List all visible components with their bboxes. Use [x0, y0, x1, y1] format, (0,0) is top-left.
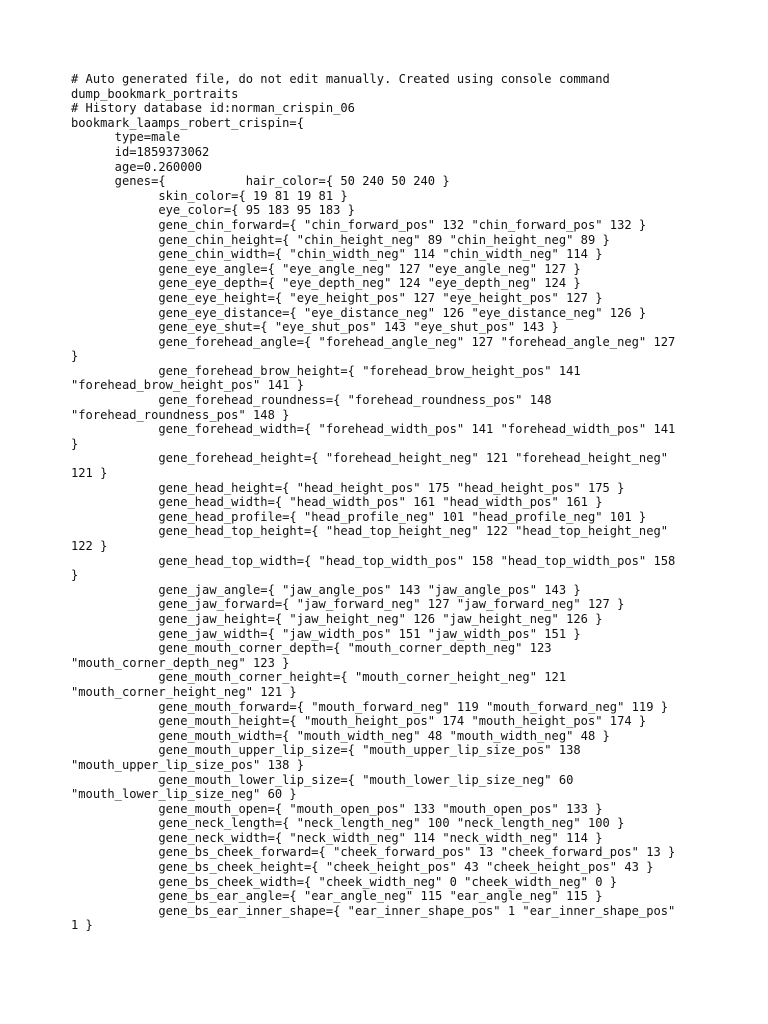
- text-line: gene_forehead_angle={ "forehead_angle_neg" 127 "forehead_angle_neg" 127: [71, 334, 676, 349]
- text-line: gene_jaw_width={ "jaw_width_pos" 151 "jaw_width_pos" 151 }: [71, 626, 581, 641]
- text-line: gene_bs_ear_angle={ "ear_angle_neg" 115 "ear_angle_neg" 115 }: [71, 889, 603, 904]
- text-line: gene_bs_cheek_width={ "cheek_width_neg" 0 "cheek_width_neg" 0 }: [71, 874, 618, 889]
- text-line: dump_bookmark_portraits: [71, 86, 239, 101]
- text-line: }: [71, 436, 79, 451]
- text-line: gene_eye_shut={ "eye_shut_pos" 143 "eye_shut_pos" 143 }: [71, 320, 559, 335]
- text-line: gene_bs_cheek_forward={ "cheek_forward_pos" 13 "cheek_forward_pos" 13 }: [71, 845, 676, 860]
- text-line: gene_chin_forward={ "chin_forward_pos" 132 "chin_forward_pos" 132 }: [71, 217, 647, 232]
- text-line: gene_head_top_height={ "head_top_height_neg" 122 "head_top_height_neg": [71, 524, 669, 539]
- text-line: gene_bs_ear_inner_shape={ "ear_inner_shape_pos" 1 "ear_inner_shape_pos": [71, 903, 676, 918]
- text-line: gene_forehead_height={ "forehead_height_neg" 121 "forehead_height_neg": [71, 451, 669, 466]
- text-line: gene_mouth_corner_height={ "mouth_corner_height_neg" 121: [71, 670, 567, 685]
- document-body: [71, 72, 711, 933]
- text-line: skin_color={ 19 81 19 81 }: [71, 188, 348, 203]
- text-line: # History database id:norman_crispin_06: [71, 101, 355, 116]
- text-line: gene_eye_height={ "eye_height_pos" 127 "eye_height_pos" 127 }: [71, 290, 603, 305]
- text-line: 122 }: [71, 539, 108, 553]
- text-line: gene_forehead_width={ "forehead_width_pos" 141 "forehead_width_pos" 141: [71, 422, 676, 437]
- text-line: gene_head_top_width={ "head_top_width_pos" 158 "head_top_width_pos" 158: [71, 553, 676, 568]
- text-line: genes={ hair_color={ 50 240 50 240 }: [71, 174, 450, 189]
- text-line: }: [71, 568, 79, 583]
- text-line: }: [71, 349, 79, 364]
- text-line: id=1859373062: [71, 144, 210, 159]
- text-line: gene_mouth_forward={ "mouth_forward_neg" 119 "mouth_forward_neg" 119 }: [71, 699, 669, 714]
- text-line: gene_bs_cheek_height={ "cheek_height_pos" 43 "cheek_height_pos" 43 }: [71, 860, 654, 875]
- text-line: gene_jaw_height={ "jaw_height_neg" 126 "jaw_height_neg" 126 }: [71, 611, 603, 626]
- text-line: "mouth_corner_height_neg" 121 }: [71, 684, 297, 699]
- text-line: gene_mouth_upper_lip_size={ "mouth_upper_lip_size_pos" 138: [71, 743, 581, 758]
- text-line: gene_neck_width={ "neck_width_neg" 114 "neck_width_neg" 114 }: [71, 830, 603, 845]
- text-line: gene_eye_depth={ "eye_depth_neg" 124 "eye_depth_neg" 124 }: [71, 276, 581, 291]
- text-line: bookmark_laamps_robert_crispin={: [71, 115, 304, 130]
- text-line: # Auto generated file, do not edit manually. Created using console command: [71, 72, 610, 86]
- text-line: gene_eye_angle={ "eye_angle_neg" 127 "eye_angle_neg" 127 }: [71, 261, 581, 276]
- text-line: "forehead_roundness_pos" 148 }: [71, 407, 290, 422]
- text-line: age=0.260000: [71, 159, 203, 174]
- text-line: type=male: [71, 130, 181, 145]
- text-line: gene_head_height={ "head_height_pos" 175 "head_height_pos" 175 }: [71, 480, 625, 495]
- text-line: gene_mouth_open={ "mouth_open_pos" 133 "mouth_open_pos" 133 }: [71, 801, 603, 816]
- text-line: gene_mouth_height={ "mouth_height_pos" 174 "mouth_height_pos" 174 }: [71, 714, 647, 729]
- text-line: gene_mouth_corner_depth={ "mouth_corner_depth_neg" 123: [71, 641, 552, 656]
- text-line: "forehead_brow_height_pos" 141 }: [71, 378, 304, 393]
- text-line: gene_jaw_angle={ "jaw_angle_pos" 143 "jaw_angle_pos" 143 }: [71, 582, 581, 597]
- text-line: "mouth_corner_depth_neg" 123 }: [71, 655, 290, 670]
- text-line: "mouth_upper_lip_size_pos" 138 }: [71, 757, 304, 772]
- text-line: gene_head_width={ "head_width_pos" 161 "head_width_pos" 161 }: [71, 495, 603, 510]
- text-line: gene_forehead_roundness={ "forehead_roundness_pos" 148: [71, 393, 552, 408]
- text-line: gene_neck_length={ "neck_length_neg" 100 "neck_length_neg" 100 }: [71, 816, 625, 831]
- text-line: gene_forehead_brow_height={ "forehead_brow_height_pos" 141: [71, 363, 581, 378]
- text-line: eye_color={ 95 183 95 183 }: [71, 203, 355, 218]
- text-line: gene_eye_distance={ "eye_distance_neg" 126 "eye_distance_neg" 126 }: [71, 305, 647, 320]
- text-line: 121 }: [71, 466, 108, 481]
- text-line: gene_chin_width={ "chin_width_neg" 114 "chin_width_neg" 114 }: [71, 247, 603, 262]
- text-line: gene_mouth_lower_lip_size={ "mouth_lower_lip_size_neg" 60: [71, 772, 574, 787]
- text-line: gene_jaw_forward={ "jaw_forward_neg" 127 "jaw_forward_neg" 127 }: [71, 597, 625, 612]
- text-line: gene_chin_height={ "chin_height_neg" 89 "chin_height_neg" 89 }: [71, 232, 610, 247]
- text-line: gene_head_profile={ "head_profile_neg" 101 "head_profile_neg" 101 }: [71, 509, 647, 524]
- text-line: 1 }: [71, 918, 93, 933]
- text-line: "mouth_lower_lip_size_neg" 60 }: [71, 787, 297, 802]
- text-line: gene_mouth_width={ "mouth_width_neg" 48 "mouth_width_neg" 48 }: [71, 728, 610, 743]
